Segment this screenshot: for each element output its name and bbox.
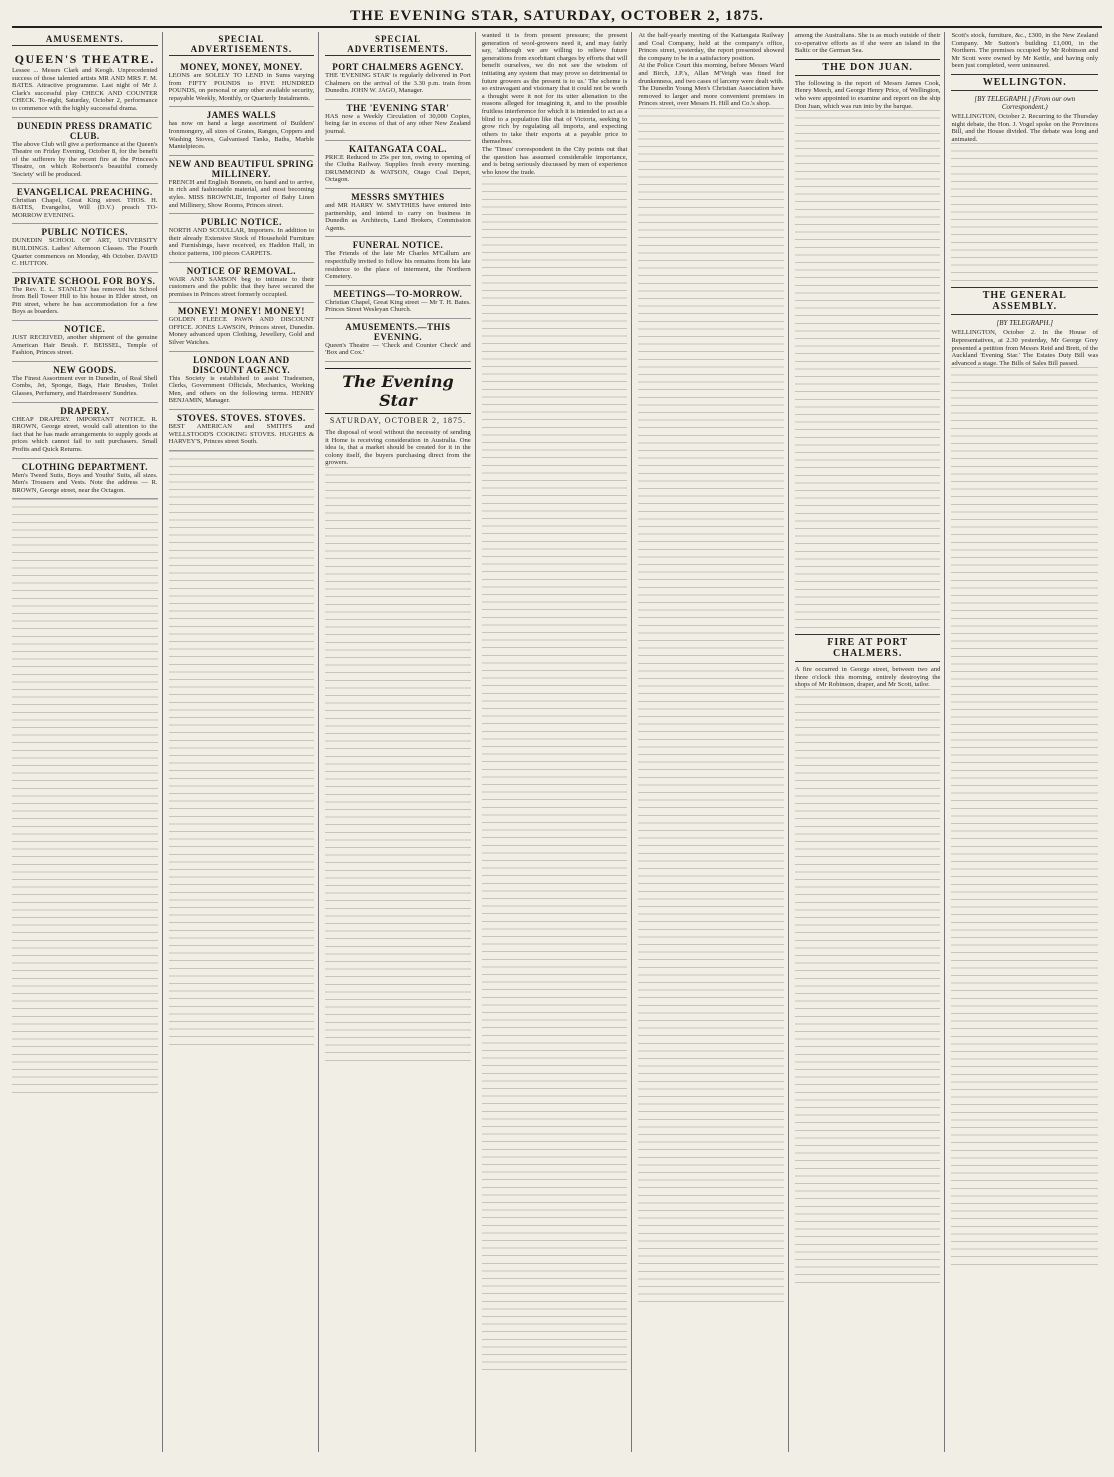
article-text: The Dunedin Young Men's Christian Association have removed to larger and more convenient premises in Princes street, over Messrs H. Hill and Co.'s shop. xyxy=(638,85,784,108)
column-body-text xyxy=(795,110,941,630)
ad-text: DUNEDIN SCHOOL OF ART, UNIVERSITY BUILDINGS. Ladies' Afternoon Classes. The Fourth Quarter commences on Monday, 4th October. DAVID C. HUTTON. xyxy=(12,237,158,268)
advertisement xyxy=(325,141,471,189)
advertisement xyxy=(325,59,471,100)
ad-title: CLOTHING DEPARTMENT. xyxy=(21,461,148,472)
text-lines-texture xyxy=(638,108,784,1308)
ad-text: has now on hand a large assortment of Builders' Ironmongery, all sizes of Grates, Ranges, Coppers and Washing Stoves, Galvanised Tanks, Baths, Marble Mantelpieces. xyxy=(168,120,315,151)
ad-title: DUNEDIN PRESS DRAMATIC CLUB. xyxy=(17,120,153,141)
column-body-text xyxy=(951,143,1098,283)
column-6 xyxy=(795,32,946,1452)
advertisement xyxy=(169,107,315,155)
ad-title: NEW AND BEAUTIFUL SPRING MILLINERY. xyxy=(168,158,314,179)
advertisement xyxy=(12,403,158,459)
ad-title: PORT CHALMERS AGENCY. xyxy=(332,62,464,72)
ad-text: JUST RECEIVED, another shipment of the genuine American Hair Brush. F. BEISSEL, Temple of Fashion, Princes street. xyxy=(12,334,158,357)
text-lines-texture xyxy=(482,176,628,1376)
ad-title: PRIVATE SCHOOL FOR BOYS. xyxy=(14,275,156,286)
advertisement xyxy=(325,100,471,141)
advertisement xyxy=(325,189,471,237)
columns xyxy=(12,32,1102,1452)
column-5 xyxy=(638,32,789,1452)
column-body-text xyxy=(325,467,471,1067)
advertisement xyxy=(325,286,471,319)
advertisement xyxy=(169,263,315,304)
ad-text: Christian Chapel, Great King street — Mr T. H. Bates. Princes Street Wesleyan Church. xyxy=(325,298,471,314)
ad-title: KAITANGATA COAL. xyxy=(348,143,447,154)
ad-text: BEST AMERICAN and SMITH'S and WELLSTOOD'S COOKING STOVES. HUGHES & HARVEY'S, Princes street South. xyxy=(168,423,315,446)
advertisement xyxy=(169,214,315,262)
advertisement xyxy=(325,237,471,285)
advertisement xyxy=(12,184,158,225)
ad-text: The above Club will give a performance at the Queen's Theatre on Friday Evening, October 8, for the benefit of the sufferers by the recent fire at the Princess's Theatre, on which Robertson's beautiful comedy 'Society' will be produced. xyxy=(12,140,158,178)
column-body-text xyxy=(169,451,315,1051)
article-text: At the half-yearly meeting of the Kaitangata Railway and Coal Company, held at the company's office, Princes street, yesterday, the report presented showed the company to be in a satisfactory position. xyxy=(638,32,784,62)
article-text: Scott's stock, furniture, &c., £300, in the New Zealand Company. Mr Sutton's building £1,000, in the Northern. The premises occupied by Mr Robinson and Mr Scott were owned by Mr Kettle, and having only been just completed, were uninsured. xyxy=(951,32,1099,70)
section-heading: FIRE AT PORT CHALMERS. xyxy=(795,634,941,662)
ad-title: PUBLIC NOTICES. xyxy=(41,227,129,238)
column-body-text xyxy=(795,689,941,1289)
column-header: AMUSEMENTS. xyxy=(12,34,158,46)
ad-text: CHEAP DRAPERY. IMPORTANT NOTICE. R. BROWN, George street, would call attention to the fact that he has made arrangements to supply goods at prices which cannot fail to suit purchasers. Small Profits and Quick Returns. xyxy=(12,415,158,453)
ad-title: NOTICE OF REMOVAL. xyxy=(186,265,296,276)
ad-text: The Rev. E. L. STANLEY has removed his School from Bell Tower Hill to his house in Elder street, on Pitt street, where he has accommodation for a few Boys as boarders. xyxy=(12,285,158,316)
advertisement xyxy=(12,273,158,321)
byline: [BY TELEGRAPH.] xyxy=(996,319,1053,328)
text-lines-texture xyxy=(169,451,315,1051)
column-header: SPECIAL ADVERTISEMENTS. xyxy=(169,34,315,56)
column-body-text xyxy=(638,108,784,1308)
article-text: WELLINGTON, October 2. In the House of Representatives, at 2.30 yesterday, Mr George Grey presented a petition from Messrs Reid and Brett, of the Auckland 'Evening Star.' The Estates Duty Bill was advanced a stage. The Bills of Sales Bill passed. xyxy=(951,329,1099,367)
ad-title: FUNERAL NOTICE. xyxy=(352,240,444,251)
advertisement xyxy=(12,321,158,362)
ad-title: NEW GOODS. xyxy=(53,364,117,375)
column-3 xyxy=(325,32,476,1452)
ad-title: AMUSEMENTS.—THIS EVENING. xyxy=(345,321,451,342)
ad-title: MONEY, MONEY, MONEY. xyxy=(180,62,303,72)
ad-title: QUEEN'S THEATRE. xyxy=(14,52,155,66)
advertisement xyxy=(169,303,315,351)
advertisement xyxy=(169,59,315,107)
ad-text: HAS now a Weekly Circulation of 30,000 Copies, being far in excess of that of any other New Zealand journal. xyxy=(325,112,471,135)
column-body-text xyxy=(482,176,628,1376)
article-text: At the Police Court this morning, before Messrs Ward and Birch, J.P.'s, Allan M'Veigh was fined for drunkenness, and two cases of larceny were dealt with. xyxy=(638,62,784,85)
article-text: The following is the report of Messrs James Cook, Henry Meech, and George Henry Price, of Wellington, who were appointed to examine and report on the ship Don Juan, which was run into by the barque. xyxy=(794,79,941,110)
ad-text: The Friends of the late Mr Charles M'Callum are respectfully invited to follow his remains from his late residence to the place of interment, the Northern Cemetery. xyxy=(325,250,471,281)
advertisement xyxy=(169,156,315,214)
ad-text: and MR HARRY W. SMYTHIES have entered into partnership, and intend to carry on business in Dunedin as Architects, Land Brokers, Commission Agents. xyxy=(325,201,471,232)
masthead: THE EVENING STAR, SATURDAY, OCTOBER 2, 1875. xyxy=(12,8,1102,28)
newspaper-nameplate: The Evening Star xyxy=(325,368,471,414)
advertisement xyxy=(12,362,158,403)
ad-text: The Finest Assortment ever in Dunedin, of Real Shell Combs, Jet, Sponge, Bags, Hair Brushes, Toilet Glasses, Perfumery, and Hairdressers' Sundries. xyxy=(12,374,158,398)
text-lines-texture xyxy=(325,467,471,1067)
dateline: SATURDAY, OCTOBER 2, 1875. xyxy=(329,416,466,426)
ad-text: WAIR AND SAMSON beg to intimate to their customers and the public that they have secured the premises in Princes street formerly occupied. xyxy=(168,275,315,298)
column-body-text xyxy=(12,499,158,1099)
article-text: A fire occurred in George street, between two and three o'clock this morning, entirely destroying the shops of Mr Robinson, draper, and Mr Scott, tailor. xyxy=(794,666,941,689)
column-header: SPECIAL ADVERTISEMENTS. xyxy=(325,34,471,56)
advertisement xyxy=(12,224,158,272)
leading-article-text: The disposal of wool without the necessity of sending it Home is receiving consideration in Australia. One idea is, that a market should be created for it in the colony itself, the buyers purchasing direct from the growers. xyxy=(325,429,471,467)
section-heading: THE GENERAL ASSEMBLY. xyxy=(951,287,1098,315)
ad-title: MEETINGS—TO-MORROW. xyxy=(333,288,463,299)
ad-title: MESSRS SMYTHIES xyxy=(351,191,445,202)
article-text: The 'Times' correspondent in the City points out that the question has assumed considerable importance, and is being seriously discussed by men of experience who know the trade. xyxy=(481,145,628,176)
ad-text: LEONS are SOLELY TO LEND in Sums varying from FIFTY POUNDS to FIVE HUNDRED POUNDS, on personal or any other available security, repayable Weekly, Monthly, or Quarterly Instalments. xyxy=(168,72,315,102)
ad-title: NOTICE. xyxy=(64,324,106,335)
ad-text: PRICE Reduced to 25s per ton, owing to opening of the Clutha Railway. Supplies fresh every morning. DRUMMOND & WATSON, Otago Coal Depot, Octagon. xyxy=(325,153,471,184)
text-lines-texture xyxy=(795,110,941,630)
ad-text: FRENCH and English Bonnets, on hand and to arrive, in rich and fashionable material, and most becoming styles. MISS BROWNLIE, Importer of Baby Linen and Millinery, Show Rooms, Princes street. xyxy=(168,178,315,209)
ad-title: PUBLIC NOTICE. xyxy=(200,217,282,228)
byline: [BY TELEGRAPH.] (From our own Correspondent.) xyxy=(974,94,1076,111)
advertisement xyxy=(169,352,315,410)
article-text: among the Australians. She is as much outside of their co-operative efforts as if she were an island in the Baltic or the German Sea. xyxy=(794,32,941,55)
text-lines-texture xyxy=(951,367,1098,1267)
newspaper-page xyxy=(12,8,1102,1460)
text-lines-texture xyxy=(951,143,1098,283)
column-7 xyxy=(951,32,1102,1452)
article-text: wanted it is from present pressure; the present generation of wool-growers need it, and may fairly say, 'although we are willing to relieve future generations from exorbitant charges by efforts that will benefit ourselves, we do not see the wisdom of initiating any system that may prove so detrimental to future growers as the present is to us.' The scheme is so extravagant and visionary that it could not be worth a thought were it not for its utter alienation to the reasons alleged for imagining it, and to the possible fruitless interference for which it is intended to act as a blind to a population like that of Victoria, seeking to grow rich by regulating all imports, and expecting others to take their exports at a payable price to themselves. xyxy=(481,32,628,146)
ad-text: Christian Chapel, Great King street. THOS. H. BATES, Evangelist, Will (D.V.) preach TO-MORROW EVENING. xyxy=(12,196,158,219)
advertisement xyxy=(169,410,315,451)
article-text: WELLINGTON, October 2. Recurring to the Thursday night debate, the Hon. J. Vogel spoke on the Provinces Bill, and the House divided. The debate was long and animated. xyxy=(951,112,1099,143)
column-body-text xyxy=(951,367,1098,1267)
ad-text: NORTH AND SCOULLAR, Importers. In addition to their already Extensive Stock of Household Furniture and Furnishings, have received, ex Haddon Hall, in choice patterns, 100 pieces CARPETS. xyxy=(168,227,315,257)
advertisement xyxy=(325,319,471,362)
column-2 xyxy=(169,32,320,1452)
column-1 xyxy=(12,32,163,1452)
ad-text: Men's Tweed Suits, Boys and Youths' Suits, all sizes. Men's Trousers and Vests. Note the address — R. BROWN, George street, near the Octagon. xyxy=(12,471,158,494)
ad-text: Queen's Theatre — 'Check and Counter Check' and 'Box and Cox.' xyxy=(325,341,471,357)
ad-title: MONEY! MONEY! MONEY! xyxy=(177,306,305,317)
advertisement xyxy=(12,459,158,500)
ad-title: STOVES. STOVES. STOVES. xyxy=(176,413,306,424)
ad-text: GOLDEN FLEECE PAWN AND DISCOUNT OFFICE. JONES LAWSON, Princes street, Dunedin. Money advanced upon Clothing, Jewellery, Gold and Silver Watches. xyxy=(168,316,315,347)
ad-text: Lessee ... Messrs Clark and Keogh. Unprecedented success of those talented artists MR AND MRS F. M. BATES. Attractive programme. Last night of Mr J. Clark's successful play CHECK AND COUNTER CHECK. To-night, Saturday, October 2, performance to commence with the highly successful drama. xyxy=(12,67,158,112)
ad-title: THE 'EVENING STAR' xyxy=(346,102,450,113)
column-4 xyxy=(482,32,633,1452)
advertisement xyxy=(12,118,158,184)
section-heading: THE DON JUAN. xyxy=(795,59,941,76)
ad-title: JAMES WALLS xyxy=(206,110,277,121)
ad-title: DRAPERY. xyxy=(60,405,110,416)
ad-text: THE 'EVENING STAR' is regularly delivered in Port Chalmers on the arrival of the 3.30 p.m. train from Dunedin. JOHN W. JAGO, Manager. xyxy=(325,72,471,95)
text-lines-texture xyxy=(795,689,941,1289)
advertisement xyxy=(12,49,158,118)
ad-title: LONDON LOAN AND DISCOUNT AGENCY. xyxy=(192,354,291,375)
section-heading: WELLINGTON. xyxy=(951,74,1098,91)
text-lines-texture xyxy=(12,499,158,1099)
ad-text: This Society is established to assist Tradesmen, Clerks, Government Officials, Mechanics, Working Men, and others on the following terms. HENRY BENJAMIN, Manager. xyxy=(168,374,315,405)
ad-title: EVANGELICAL PREACHING. xyxy=(16,186,153,197)
